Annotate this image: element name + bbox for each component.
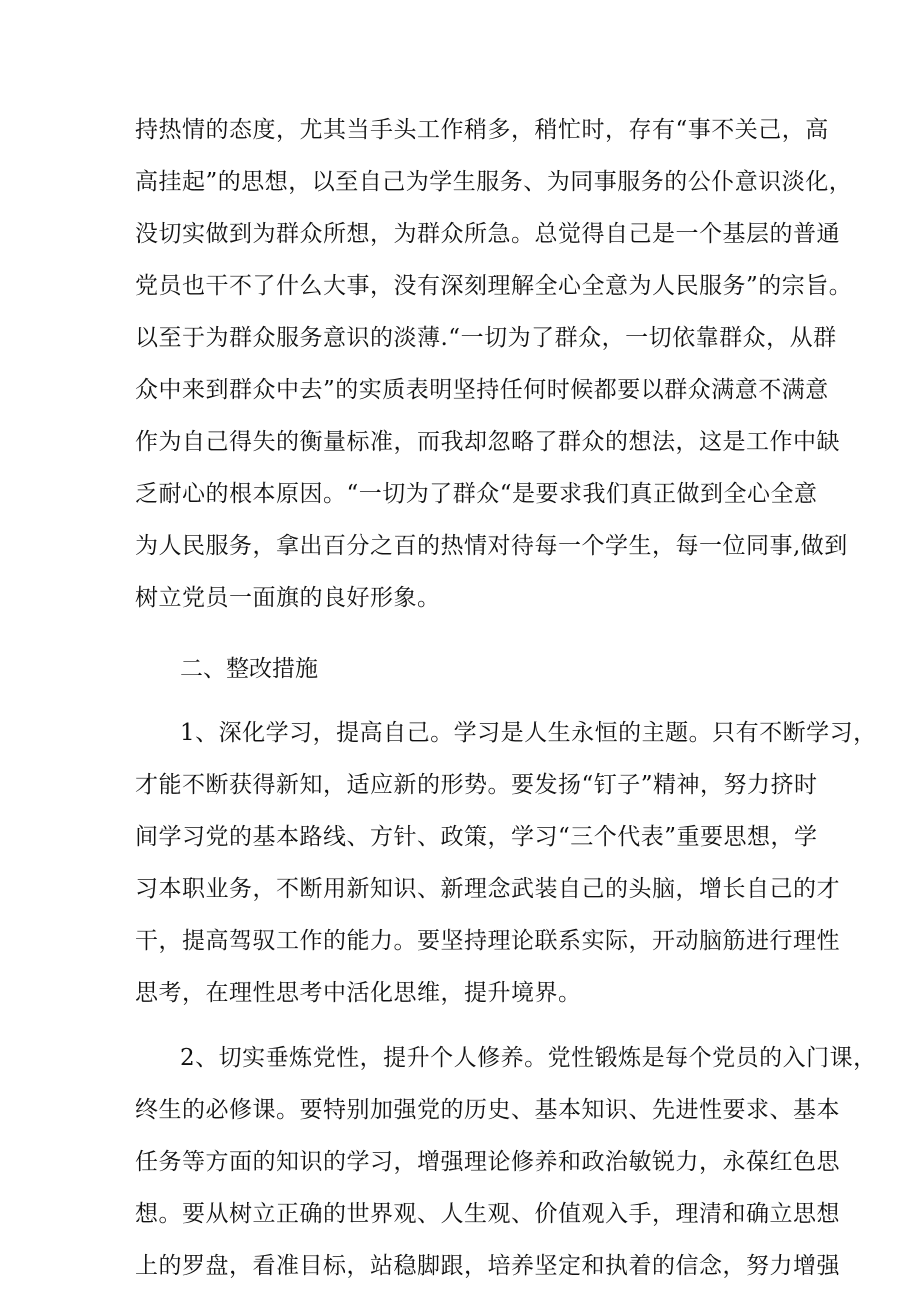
text-line: 1、深化学习，提高自己。学习是人生永恒的主题。只有不断学习， — [180, 720, 877, 746]
text-line: 思考，在理性思考中活化思维，提升境界。 — [135, 980, 582, 1006]
text-line: 想。要从树立正确的世界观、人生观、价值观入手，理清和确立思想 — [135, 1201, 840, 1227]
text-line: 2、切实垂炼党性，提升个人修养。党性锻炼是每个党员的入门课， — [180, 1045, 877, 1071]
section-heading: 二、整改措施 — [180, 656, 318, 682]
text-line: 习本职业务，不断用新知识、新理念武装自己的头脑，增长自己的才 — [135, 876, 840, 902]
text-line: 没切实做到为群众所想，为群众所急。总觉得自己是一个基层的普通 — [135, 221, 840, 247]
text-line: 作为自己得失的衡量标准，而我却忽略了群众的想法，这是工作中缺 — [135, 429, 840, 455]
text-line: 才能不断获得新知，适应新的形势。要发扬“钉子”精神，努力挤时 — [135, 772, 818, 798]
text-line: 上的罗盘，看准目标，站稳脚跟，培养坚定和执着的信念，努力增强 — [135, 1253, 840, 1279]
text-line: 持热情的态度，尤其当手头工作稍多，稍忙时，存有“事不关己，高 — [135, 117, 829, 143]
text-line: 干，提高驾驭工作的能力。要坚持理论联系实际，开动脑筋进行理性 — [135, 928, 840, 954]
text-line: 以至于为群众服务意识的淡薄.“一切为了群众，一切依靠群众，从群 — [135, 325, 837, 351]
text-line: 终生的必修课。要特别加强党的历史、基本知识、先进性要求、基本 — [135, 1097, 840, 1123]
text-line: 间学习党的基本路线、方针、政策，学习“三个代表”重要思想，学 — [135, 824, 818, 850]
text-line: 高挂起”的思想，以至自己为学生服务、为同事服务的公仆意识淡化， — [135, 169, 853, 195]
text-line: 为人民服务，拿出百分之百的热情对待每一个学生，每一位同事,做到 — [135, 533, 848, 559]
text-line: 众中来到群众中去”的实质表明坚持任何时候都要以群众满意不满意 — [135, 377, 829, 403]
text-line: 乏耐心的根本原因。“一切为了群众“是要求我们真正做到全心全意 — [135, 481, 818, 507]
text-line: 党员也干不了什么大事，没有深刻理解全心全意为人民服务”的宗旨。 — [135, 273, 853, 299]
text-line: 树立党员一面旗的良好形象。 — [135, 585, 441, 611]
text-line: 任务等方面的知识的学习，增强理论修养和政治敏锐力，永葆红色思 — [135, 1149, 840, 1175]
